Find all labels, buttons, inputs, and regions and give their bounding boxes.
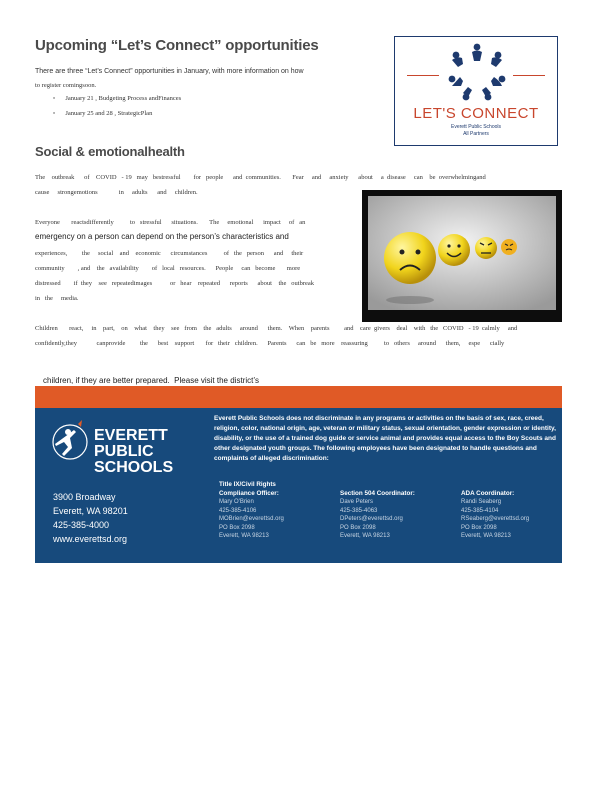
people-circle-icon [442,41,512,103]
para-3-text: children, if they are better prepared. Please visit the district’s [43,376,259,385]
emoji-faces-icon [362,190,562,322]
page-title: Upcoming “Let’s Connect” opportunities [35,37,319,54]
contact-po-box: PO Box 2098 [219,524,255,531]
brand-line-1: EVERETT [94,427,168,444]
contact-name: Dave Peters [340,499,374,505]
para-2-line-5: distressed if they see repeatedimages or hear repeated reports about the outbreak [35,280,315,287]
contact-phone: 425-385-4106 [219,507,257,514]
logo-subtitle-1: Everett Public Schools [450,124,502,130]
contact-po-box: PO Box 2098 [340,524,376,531]
address-line-2: Everett, WA 98201 [53,506,128,516]
contact-phone: 425-385-4063 [340,507,378,514]
phone-number: 425-385-4000 [53,520,110,530]
contact-ada [461,490,559,541]
intro-line-2: to register comingsoon. [35,82,97,89]
para-3-line-2: confidently,they canprovide the best support for their children. Parents can be more reassuring to others around them, espe cially [35,340,505,347]
contact-email[interactable]: DPeters@everettsd.org [340,516,403,523]
para-3-line-1: Children react, in part, on what they see from the adults around them. When parents and care givers deal with the COVID - 19 calmly and [35,325,518,332]
section-title: Social & emotionalhealth [35,144,185,159]
contact-city: Everett, WA 98213 [219,533,269,540]
bullet-item-2: ▫ January 25 and 28 , StrategicPlan [53,110,153,117]
contact-title-2: ADA Coordinator: [461,489,515,497]
contact-title-ix [219,481,334,541]
para-1-line-1: The outbreak of COVID - 19 may bestressful for people and communities. Fear and anxiety about a disease can be overwhelmingand [35,174,486,181]
intro-line-1: There are three “Let’s Connect” opportunities in January, with more information on how [35,68,304,75]
contact-phone: 425-385-4104 [461,507,499,514]
footer-orange-bar [35,386,562,408]
bullet-icon: ▫ [53,95,56,102]
para-2-line-6: in the media. [35,295,79,302]
logo-line-left [407,75,439,76]
bullet-item-1: ▫ January 21 , Budgeting Process andFinances [53,95,182,102]
contact-email[interactable]: RSeaberg@everettsd.org [461,516,530,523]
contact-email[interactable]: MOBrien@everettsd.org [219,516,284,523]
contact-name: Mary O'Brien [219,499,254,505]
para-2-line-4: community , and the availability of local resources. People can become more [35,265,301,272]
logo-title: LET'S CONNECT [413,105,539,122]
brand-line-2: PUBLIC [94,443,154,460]
torch-runner-icon [48,418,98,468]
emotions-photo [362,190,562,322]
contact-title-1: Title IX/Civil Rights [219,481,276,488]
contact-po-box: PO Box 2098 [461,524,497,531]
bullet-icon: ▫ [53,110,56,117]
address-line-1: 3900 Broadway [53,492,116,502]
brand-line-3: SCHOOLS [94,459,174,476]
contact-section-504 [340,490,455,541]
contact-name: Randi Seaberg [461,499,502,505]
para-2-line-1: Everyone reactsdifferently to stressful situations. The emotional impact of an [35,219,306,226]
lets-connect-logo [394,36,558,146]
contact-title-2: Compliance Officer: [219,489,279,497]
para-1-line-2: cause strongemotions in adults and children. [35,189,198,196]
logo-subtitle-2: All Partners [463,131,489,137]
para-2-line-3: experiences, the social and economic circumstances of the person and their [35,250,304,257]
contact-city: Everett, WA 98213 [461,533,511,540]
contact-title-2: Section 504 Coordinator: [340,489,415,497]
para-2-line-2: emergency on a person can depend on the person’s characteristics and [35,232,289,241]
logo-line-right [513,75,545,76]
website-link[interactable]: www.everettsd.org [53,534,128,544]
contact-city: Everett, WA 98213 [340,533,390,540]
nondiscrimination-notice: Everett Public Schools does not discriminate in any programs or activities on the basis of sex, race, creed, religion, color, national origin, age, veteran or military status, sexual orientation, gender expression or identity, disability, or the use of a trained dog guide or service animal and provides equal access to the Boy Scouts and other designated youth groups. The following employees have been designated to handle questions and complaints of alleged discrimination: [214,415,556,462]
